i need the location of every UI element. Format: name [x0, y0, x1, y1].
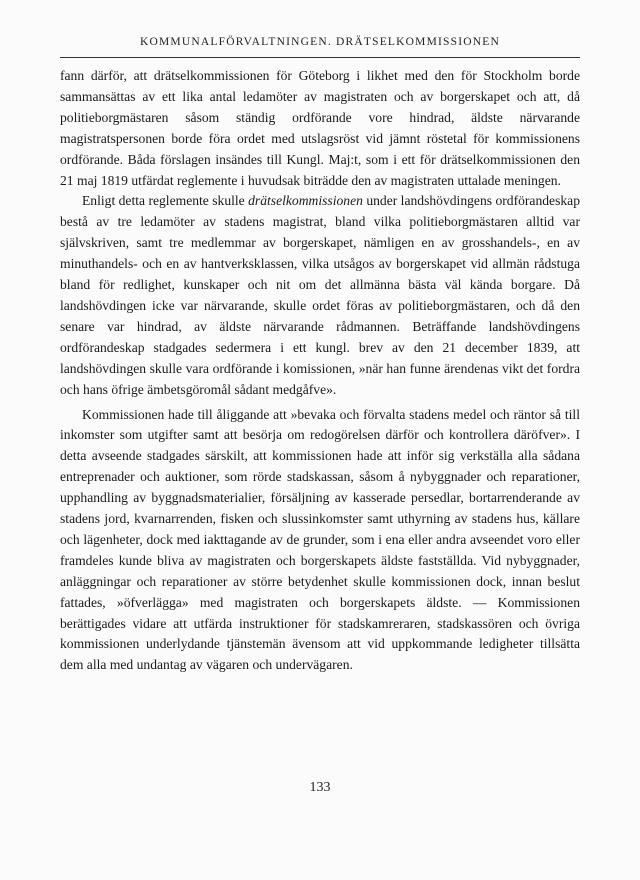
body-text: [60, 66, 580, 676]
paragraph-2-start: Enligt detta reglemente skulle: [82, 193, 249, 209]
paragraph-2-rest: under landshövdingens ordförandeskap bestå av tre ledamöter av stadens magistrat, bland vilka politieborgmästaren alltid var självskriven, samt tre medlemmar av borgerskapet, nämligen en av grosshandels-, en av minuthandels- och en av hantverksklassen, vilka utsågos av borgerskapet vid allmän rådstuga bland för redlighet, kunskaper och nit om det allmänna bästa väl kända borgare. Då landshövdingen icke var närvarande, skulle ordet föras av politieborgmästaren, och då den senare var hindrad, av äldste närvarande rådmannen. Beträffande landshövdingens ordförandeskap stadgades sedermera i ett kungl. brev av den 21 december 1839, att landshövdingen skulle vara ordförande i komissionen, »när han funne ärendenas vikt det fordra och hans öfrige ämbetsgöromål sådant medgåfve».: [60, 193, 581, 397]
header-rule: [60, 57, 580, 58]
paragraph-2: [60, 191, 580, 400]
paragraph-1: fann därför, att drätselkommissionen för Göteborg i likhet med den för Stockholm borde sammansättas av ett lika antal ledamöter av magistraten och av borgerskapet och att, då politieborgmästaren såsom ständig ordförande vore hindrad, äldste närvarande magistratspersonen borde föra ordet med utslagsröst vid jämnt röstetal för kommissionens ordförande. Båda förslagen insändes till Kungl. Maj:t, som i ett för drätselkommissionen den 21 maj 1819 utfärdat reglemente i huvudsak biträdde den av magistraten uttalade meningen.: [60, 68, 580, 188]
page-number: 133: [309, 780, 331, 795]
running-head: KOMMUNALFÖRVALTNINGEN. DRÄTSELKOMMISSIONEN: [140, 36, 500, 48]
paragraph-2-emphasis: drätselkommissionen: [248, 193, 363, 209]
paragraph-3: Kommissionen hade till åliggande att »bevaka och förvalta stadens medel och räntor så till inkomster som utgifter samt att besörja om redogörelsen därför och kontrollera däröfver». I detta avseende stadgades särskilt, att kommissionen hade att inför sig verkställa alla sådana entreprenader och auktioner, som rörde stadskassan, såsom å nybyggnader och reparationer, upphandling av byggnadsmaterialier, försäljning av kasserade persedlar, bortarrenderande av stadens jord, kvarnarrenden, fisken och slussinkomster samt uthyrning av stadens hus, källare och lägenheter, dock med iakttagande av de grunder, som i ena eller andra avseendet voro eller framdeles kunde bliva av magistraten och borgerskapets äldste fastställda. Vid nybyggnader, anläggningar och reparationer av större betydenhet skulle kommissionen dock, innan beslut fattades, »öfverlägga» med magistraten och borgerskapets äldste. — Kommissionen berättigades vidare att utfärda instruktioner för stadskamreraren, stadskassören och övriga kommissionen underlydande tjänstemän ävensom att vid uppkommande ledigheter tillsätta dem alla med undantag av vägaren och undervägaren.: [60, 406, 580, 673]
